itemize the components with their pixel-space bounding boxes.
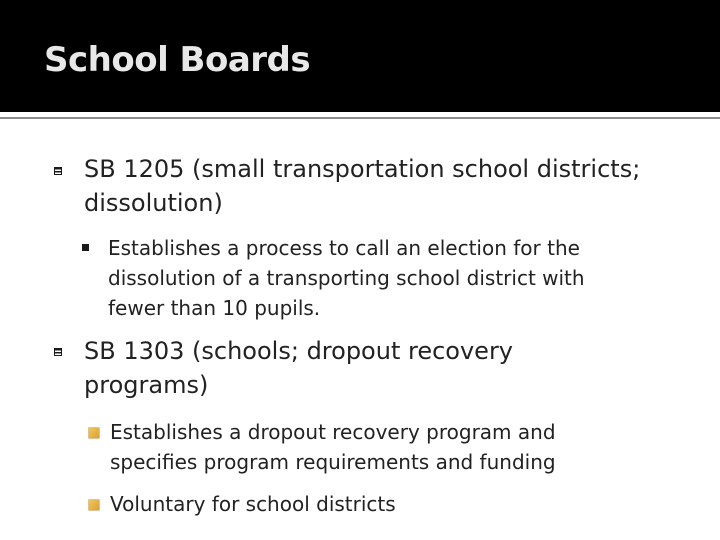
slide-title: School Boards bbox=[44, 40, 311, 80]
bullet-2-sub-1-line-1: Establishes a dropout recovery program and bbox=[110, 420, 556, 444]
bullet-square-icon bbox=[54, 167, 62, 175]
sub-bullet-square-icon bbox=[82, 244, 89, 251]
bullet-2-sub-1 bbox=[110, 417, 556, 477]
bullet-2-sub-2 bbox=[110, 489, 396, 519]
bullet-1-line-2: dissolution) bbox=[84, 189, 223, 217]
bullet-2-line-1: SB 1303 (schools; dropout recovery bbox=[84, 337, 514, 365]
bullet-1-sub-1-line-2: dissolution of a transporting school district with bbox=[108, 266, 585, 290]
bullet-1 bbox=[84, 152, 640, 220]
gold-square-bullet-icon bbox=[89, 428, 99, 438]
bullet-1-sub-1-line-1: Establishes a process to call an election for the bbox=[108, 236, 580, 260]
bullet-2-sub-2-line-1: Voluntary for school districts bbox=[110, 492, 396, 516]
bullet-2 bbox=[84, 334, 513, 402]
bullet-square-icon bbox=[54, 348, 62, 356]
gold-square-bullet-icon bbox=[89, 500, 99, 510]
bullet-1-line-1: SB 1205 (small transportation school districts; bbox=[84, 155, 641, 183]
bullet-2-sub-1-line-2: specifies program requirements and funding bbox=[110, 450, 556, 474]
bullet-1-sub-1-line-3: fewer than 10 pupils. bbox=[108, 296, 321, 320]
bullet-1-sub-1 bbox=[108, 233, 585, 323]
bullet-2-line-2: programs) bbox=[84, 371, 209, 399]
